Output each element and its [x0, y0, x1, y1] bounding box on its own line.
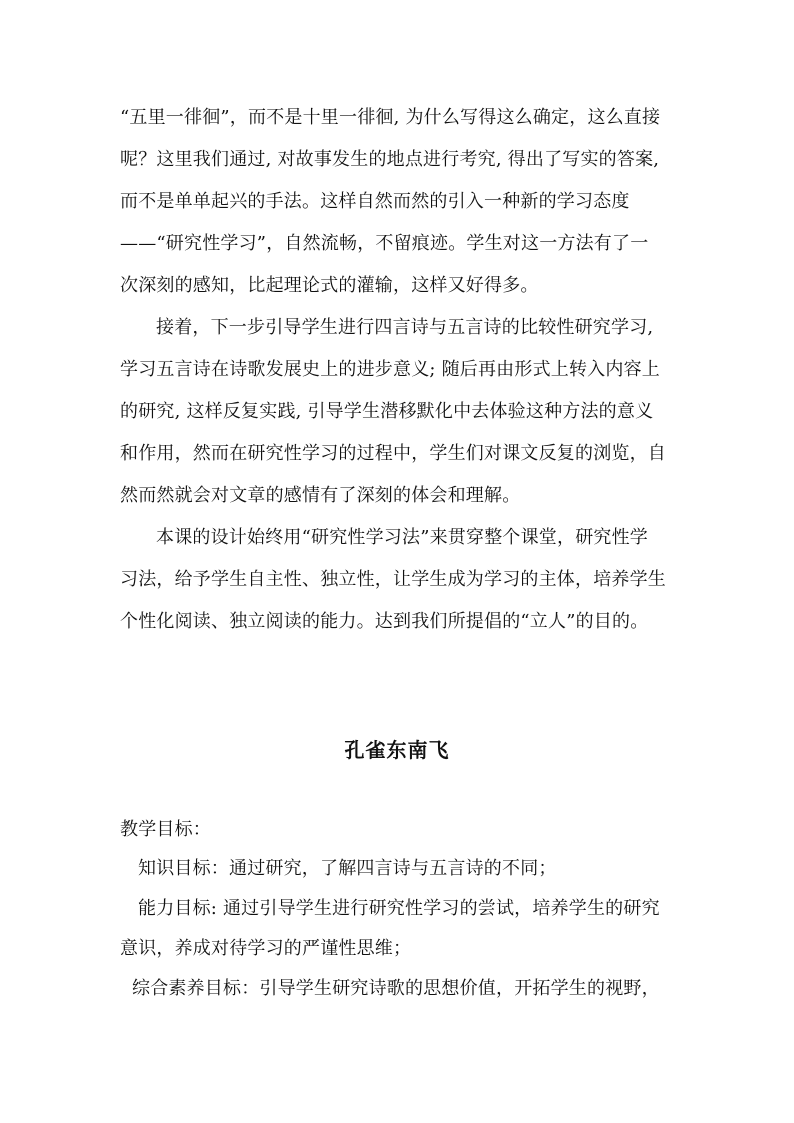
ability-objective-line-1: 能力目标: 通过引导学生进行研究性学习的尝试，培养学生的研究 — [138, 898, 660, 919]
paragraph-1-line-5: 次深刻的感知，比起理论式的灌输，这样又好得多。 — [120, 275, 539, 296]
paragraph-3-line-2: 习法，给予学生自主性、独立性，让学生成为学习的主体，培养学生 — [120, 569, 666, 590]
paragraph-1-line-3: 而不是单单起兴的手法。这样自然而然的引入一种新的学习态度 — [120, 191, 630, 212]
lesson-title: 孔雀东南飞 — [344, 738, 450, 762]
paragraph-2-line-2: 学习五言诗在诗歌发展史上的进步意义; 随后再由形式上转入内容上 — [120, 359, 660, 380]
paragraph-2-line-4: 和作用，然而在研究性学习的过程中，学生们对课文反复的浏览，自 — [120, 443, 666, 464]
paragraph-1-line-2: 呢？这里我们通过, 对故事发生的地点进行考究, 得出了写实的答案, — [120, 149, 660, 170]
paragraph-2-line-3: 的研究, 这样反复实践, 引导学生潜移默化中去体验这种方法的意义 — [120, 401, 654, 422]
literacy-objective: 综合素养目标：引导学生研究诗歌的思想价值，开拓学生的视野， — [132, 978, 660, 999]
paragraph-2-line-1: 接着，下一步引导学生进行四言诗与五言诗的比较性研究学习, — [156, 317, 654, 338]
paragraph-1-line-1: “五里一徘徊”，而不是十里一徘徊, 为什么写得这么确定，这么直接 — [120, 107, 661, 128]
paragraph-2-line-5: 然而然就会对文章的感情有了深刻的体会和理解。 — [120, 485, 521, 506]
knowledge-objective: 知识目标：通过研究，了解四言诗与五言诗的不同； — [138, 858, 557, 879]
ability-objective-line-2: 意识，养成对待学习的严谨性思维； — [120, 938, 412, 959]
objectives-heading: 教学目标： — [120, 819, 211, 840]
paragraph-3-line-1: 本课的设计始终用“研究性学习法”来贯穿整个课堂，研究性学 — [156, 527, 649, 548]
paragraph-3-line-3: 个性化阅读、独立阅读的能力。达到我们所提倡的“立人”的目的。 — [120, 611, 649, 632]
paragraph-1-line-4: ——“研究性学习”，自然流畅，不留痕迹。学生对这一方法有了一 — [120, 233, 649, 254]
